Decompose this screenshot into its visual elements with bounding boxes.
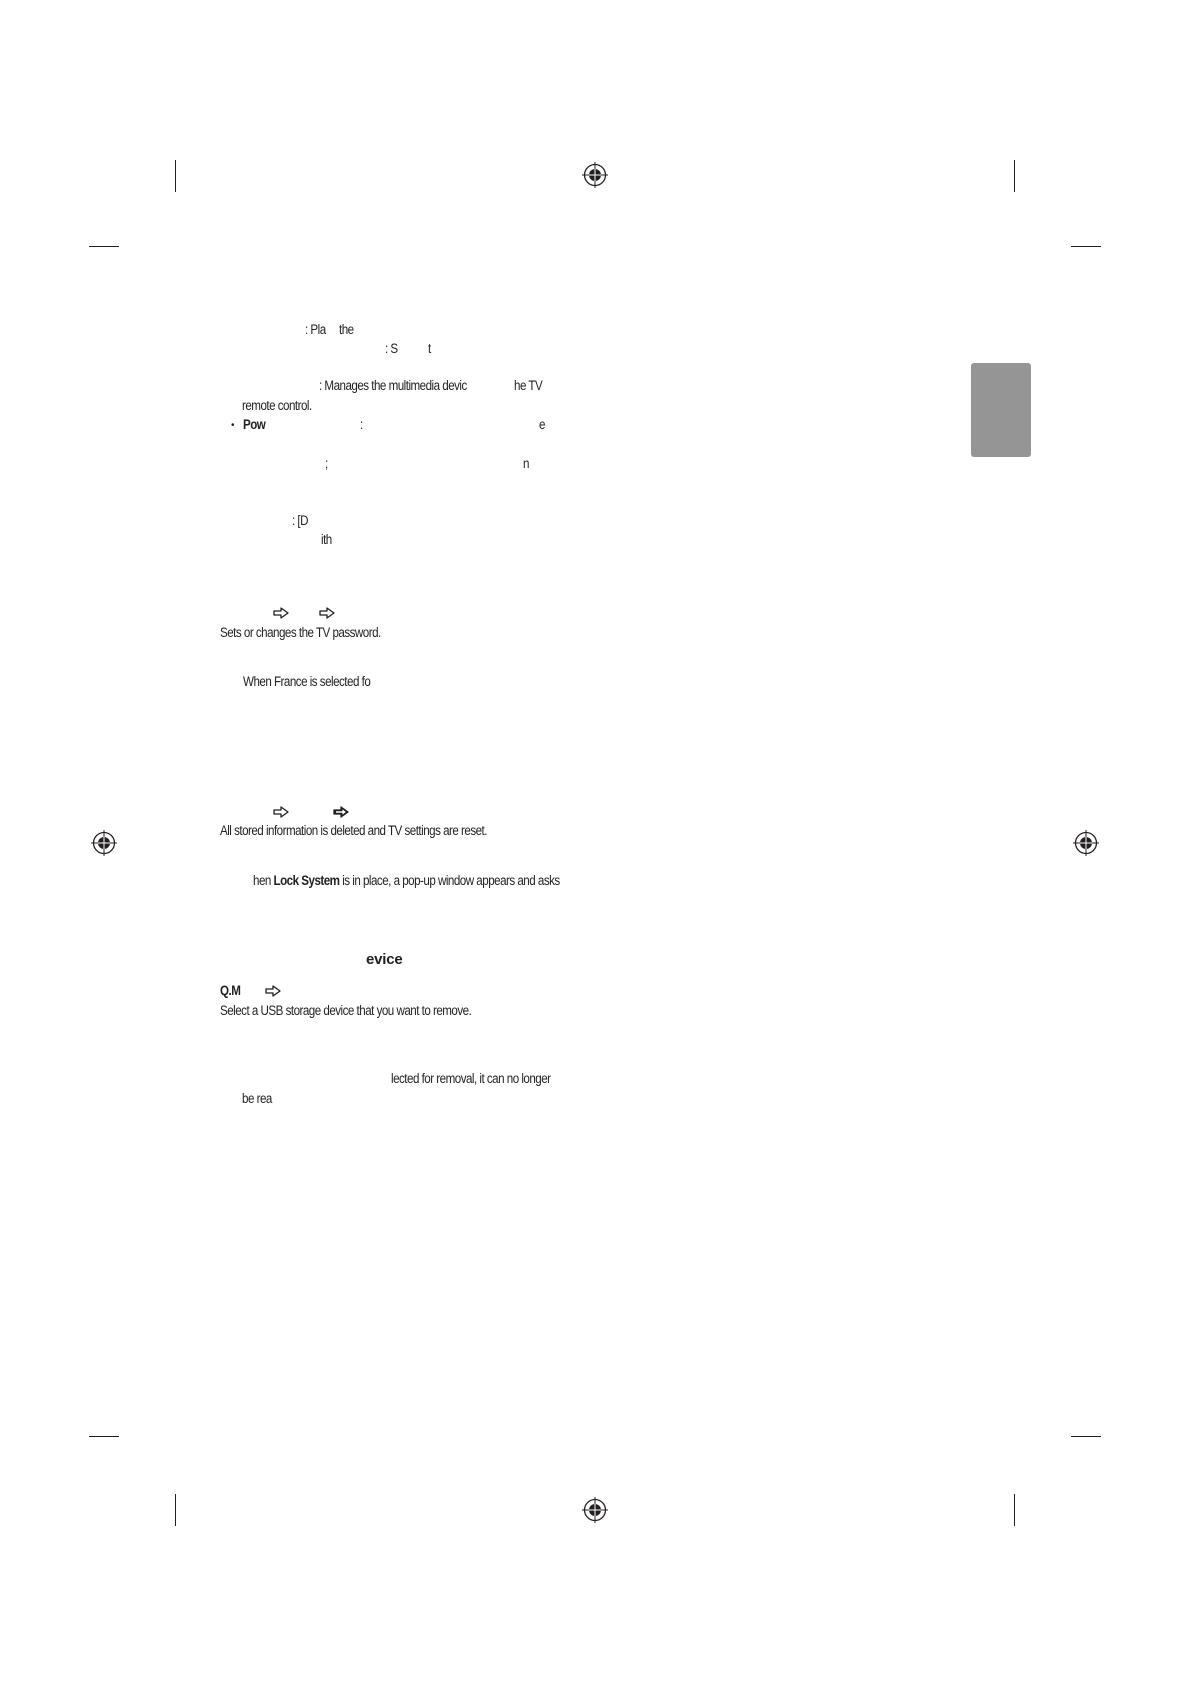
registration-mark-icon [91,830,117,856]
text-line: : [360,417,363,432]
language-side-tab [971,363,1031,457]
section-heading: evice [366,951,403,968]
text-line: n [523,456,529,471]
text-line: remote control. [242,398,312,413]
menu-path-label: Q.M [220,983,241,998]
crop-mark-bottom-right-horizontal [1071,1436,1101,1437]
registration-mark-icon [582,162,608,188]
note-text: hen Lock System is in place, a pop-up window appears and asks [253,873,560,888]
crop-mark-bottom-left-vertical [175,1494,176,1526]
right-arrow-outline-icon [265,985,281,997]
text-line: : [D [292,513,309,528]
crop-mark-top-left-horizontal [89,246,119,247]
note-text: lected for removal, it can no longer [391,1071,551,1086]
text-line: ith [321,532,332,547]
description-text: All stored information is deleted and TV settings are reset. [220,823,487,838]
note-text: When France is selected fo [243,674,371,689]
text-line: the [339,322,354,337]
text-line: : Pla [305,322,326,337]
note-text: be rea [242,1091,272,1106]
crop-mark-top-right-horizontal [1071,246,1101,247]
right-arrow-outline-icon [273,806,289,818]
crop-mark-top-right-vertical [1014,160,1015,192]
text-line: e [539,417,545,432]
description-text: Sets or changes the TV password. [220,625,381,640]
registration-mark-icon [582,1497,608,1523]
crop-mark-top-left-vertical [175,160,176,192]
text-line: he TV [514,378,543,393]
crop-mark-bottom-right-vertical [1014,1494,1015,1526]
right-arrow-outline-icon [319,607,335,619]
text-line: : Manages the multimedia devic [319,378,467,393]
text-line: ; [325,456,328,471]
text-line-bold: Pow [243,417,266,432]
text-line: t [428,341,431,356]
bullet-icon: • [231,420,235,431]
right-arrow-filled-icon [333,806,349,818]
description-text: Select a USB storage device that you want to remove. [220,1003,472,1018]
registration-mark-icon [1073,830,1099,856]
text-line: : S [385,341,398,356]
crop-mark-bottom-left-horizontal [89,1436,119,1437]
right-arrow-outline-icon [273,607,289,619]
